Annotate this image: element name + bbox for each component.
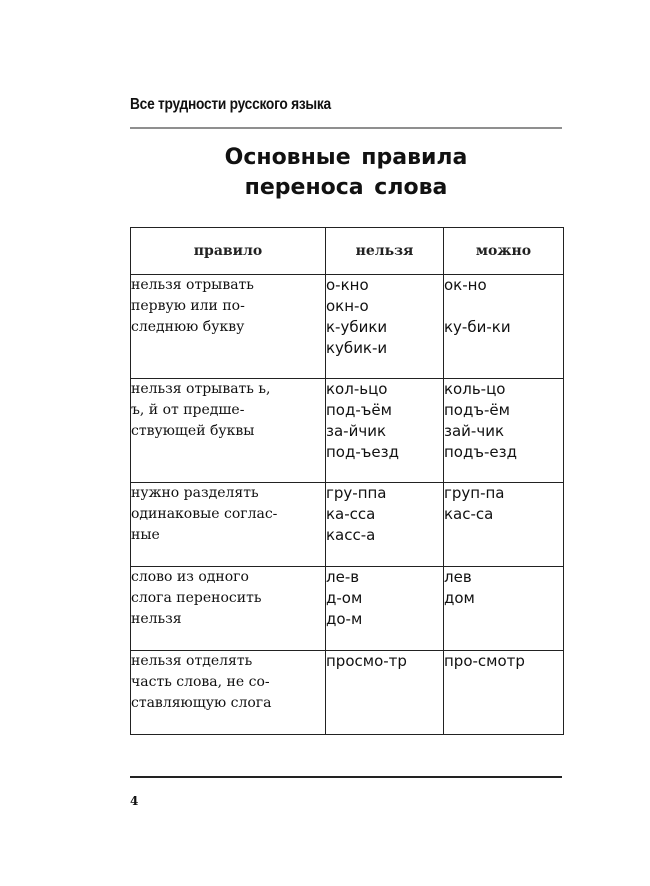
right-cell bbox=[444, 275, 564, 379]
header-right: можно bbox=[444, 228, 564, 275]
right-example: подъ-езд bbox=[444, 443, 517, 461]
rule-text: нельзя отрывать первую или по- следнюю букву bbox=[131, 277, 254, 335]
wrong-example: кубик-и bbox=[326, 339, 388, 357]
right-example: зай-чик bbox=[444, 422, 504, 440]
hyphenation-rules-table bbox=[130, 227, 564, 735]
rule-text: нужно разделять одинаковые соглас- ные bbox=[131, 485, 278, 543]
wrong-cell bbox=[326, 275, 444, 379]
wrong-cell bbox=[326, 379, 444, 483]
wrong-example: до-м bbox=[326, 610, 363, 628]
right-cell bbox=[444, 379, 564, 483]
right-example bbox=[444, 609, 563, 630]
wrong-example: окн-о bbox=[326, 297, 369, 315]
wrong-example: за-йчик bbox=[326, 422, 386, 440]
right-example: дом bbox=[444, 589, 475, 607]
header-divider bbox=[130, 127, 562, 129]
wrong-example: к-убики bbox=[326, 318, 388, 336]
title-line-2: переноса слова bbox=[244, 175, 448, 200]
rule-text: нельзя отрывать ь, ъ, й от предше- ствующей буквы bbox=[131, 381, 271, 439]
right-example bbox=[444, 296, 563, 317]
right-example: лев bbox=[444, 568, 472, 586]
right-example: кас-са bbox=[444, 505, 494, 523]
page-number: 4 bbox=[130, 794, 139, 808]
wrong-example: д-ом bbox=[326, 589, 363, 607]
right-example bbox=[444, 525, 563, 546]
page-title bbox=[130, 143, 562, 203]
header-wrong: нельзя bbox=[326, 228, 444, 275]
wrong-example: ле-в bbox=[326, 568, 360, 586]
table-row bbox=[131, 483, 564, 567]
table-row bbox=[131, 379, 564, 483]
wrong-example: под-ъезд bbox=[326, 443, 399, 461]
table-header-row bbox=[131, 228, 564, 275]
right-example: подъ-ём bbox=[444, 401, 510, 419]
rule-cell bbox=[131, 275, 326, 379]
table-row bbox=[131, 651, 564, 735]
rule-cell bbox=[131, 651, 326, 735]
wrong-cell bbox=[326, 483, 444, 567]
right-example: ку-би-ки bbox=[444, 318, 511, 336]
right-example: про-смотр bbox=[444, 652, 525, 670]
wrong-cell bbox=[326, 651, 444, 735]
right-example: коль-цо bbox=[444, 380, 506, 398]
wrong-example: касс-а bbox=[326, 526, 376, 544]
rule-cell bbox=[131, 379, 326, 483]
rule-cell bbox=[131, 567, 326, 651]
wrong-example: кол-ьцо bbox=[326, 380, 388, 398]
table-row bbox=[131, 275, 564, 379]
rule-cell bbox=[131, 483, 326, 567]
rule-text: нельзя отделять часть слова, не со- ставляющую слога bbox=[131, 653, 272, 711]
running-head: Все трудности русского языка bbox=[130, 96, 331, 113]
right-cell bbox=[444, 567, 564, 651]
right-example: груп-па bbox=[444, 484, 505, 502]
wrong-example: ка-сса bbox=[326, 505, 376, 523]
right-example: ок-но bbox=[444, 276, 487, 294]
header-rule: правило bbox=[131, 228, 326, 275]
footer-divider bbox=[130, 776, 562, 778]
table-row bbox=[131, 567, 564, 651]
wrong-example: о-кно bbox=[326, 276, 369, 294]
right-example bbox=[444, 338, 563, 359]
wrong-cell bbox=[326, 567, 444, 651]
right-cell bbox=[444, 651, 564, 735]
right-cell bbox=[444, 483, 564, 567]
title-line-1: Основные правила bbox=[224, 145, 468, 170]
rule-text: слово из одного слога переносить нельзя bbox=[131, 569, 262, 627]
wrong-example: просмо-тр bbox=[326, 652, 407, 670]
wrong-example: гру-ппа bbox=[326, 484, 387, 502]
wrong-example: под-ъём bbox=[326, 401, 392, 419]
